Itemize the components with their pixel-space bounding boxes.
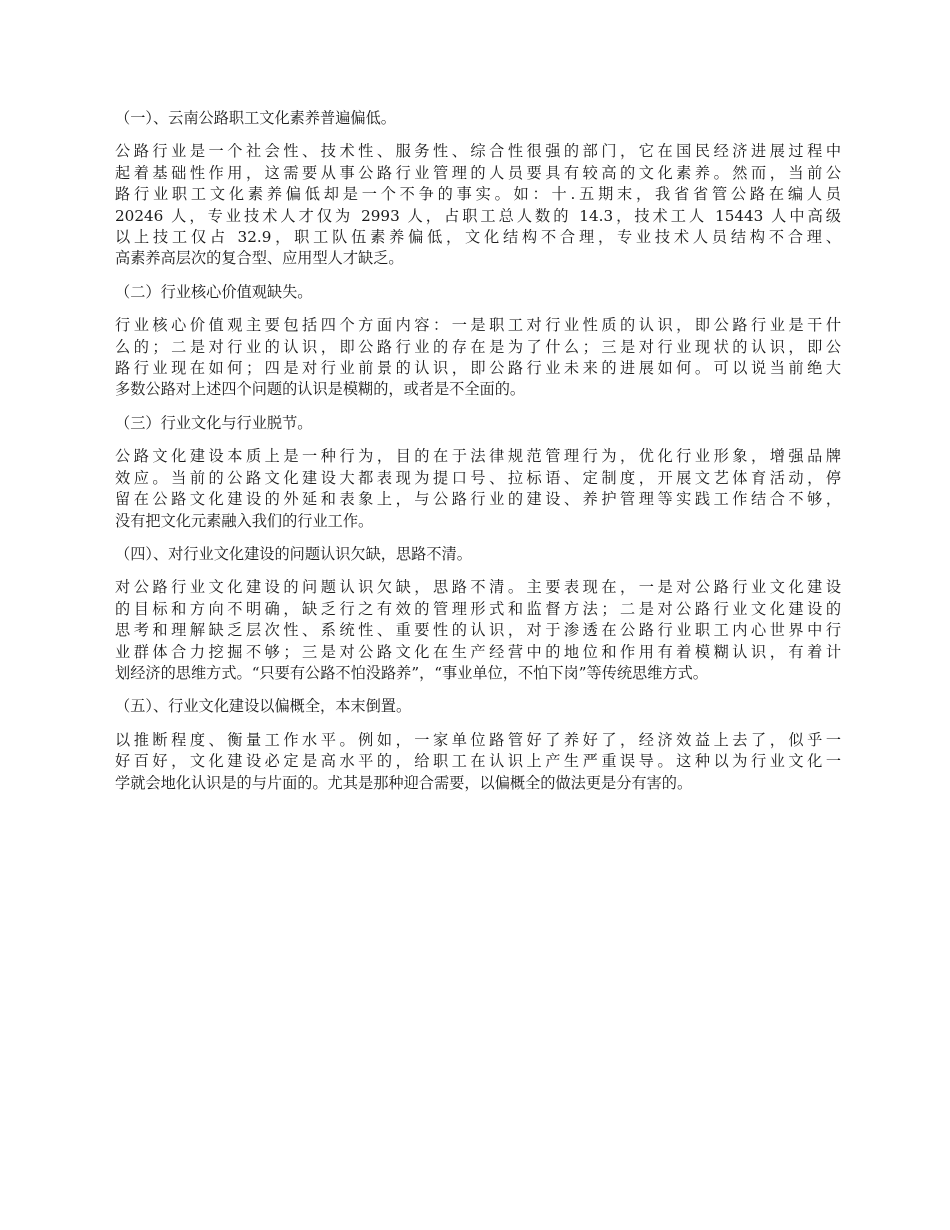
section-heading-5: （五）、行业文化建设以偏概全，本末倒置。: [115, 697, 412, 716]
paragraph-line: 起着基础性作用，这需要从事公路行业管理的人员要具有较高的文化素养。然而，当前公: [115, 163, 841, 182]
paragraph-line: 多数公路对上述四个问题的认识是模糊的，或者是不全面的。: [115, 380, 526, 399]
paragraph-line: 留在公路文化建设的外延和表象上，与公路行业的建设、养护管理等实践工作结合不够，: [115, 490, 841, 509]
paragraph-line: 没有把文化元素融入我们的行业工作。: [115, 511, 374, 530]
paragraph-line: 对公路行业文化建设的问题认识欠缺，思路不清。主要表现在，一是对公路行业文化建设: [115, 578, 841, 597]
paragraph-line: 行业核心价值观主要包括四个方面内容：一是职工对行业性质的认识，即公路行业是干什: [115, 316, 841, 335]
section-paragraph-4: [115, 577, 841, 684]
paragraph-line: 好百好，文化建设必定是高水平的，给职工在认识上产生严重误导。这种以为行业文化一: [115, 752, 841, 771]
document-body: [115, 108, 841, 806]
paragraph-line: 以推断程度、衡量工作水平。例如，一家单位路管好了养好了，经济效益上去了，似乎一: [115, 730, 841, 749]
paragraph-line: 以上技工仅占 32.9，职工队伍素养偏低，文化结构不合理，专业技术人员结构不合理、: [115, 228, 841, 247]
section-heading-4: （四）、对行业文化建设的问题认识欠缺，思路不清。: [115, 544, 472, 563]
paragraph-line: 划经济的思维方式。“只要有公路不怕没路养”，“事业单位，不怕下岗”等传统思维方式。: [115, 663, 708, 682]
paragraph-line: 的目标和方向不明确，缺乏行之有效的管理形式和监督方法；二是对公路行业文化建设的: [115, 599, 841, 618]
paragraph-line: 效应。当前的公路文化建设大都表现为提口号、拉标语、定制度，开展文艺体育活动，停: [115, 468, 841, 487]
paragraph-line: 路行业现在如何；四是对行业前景的认识，即公路行业未来的进展如何。可以说当前绝大: [115, 359, 841, 378]
paragraph-line: 么的；二是对行业的认识，即公路行业的存在是为了什么；三是对行业现状的认识，即公: [115, 337, 841, 356]
paragraph-line: 公路行业是一个社会性、技术性、服务性、综合性很强的部门，它在国民经济进展过程中: [115, 142, 841, 161]
paragraph-line: 20246 人，专业技术人才仅为 2993 人，占职工总人数的 14.3，技术工人 15443 人中高级: [115, 206, 841, 225]
paragraph-line: 学就会地化认识是的与片面的。尤其是那种迎合需要，以偏概全的做法更是分有害的。: [115, 773, 693, 792]
section-paragraph-5: [115, 730, 841, 794]
section-paragraph-1: [115, 141, 841, 269]
paragraph-line: 高素养高层次的复合型、应用型人才缺乏。: [115, 249, 404, 268]
section-heading-2: （二）行业核心价值观缺失。: [115, 282, 313, 301]
paragraph-line: 业群体合力挖掘不够；三是对公路文化在生产经营中的地位和作用有着模糊认识，有着计: [115, 642, 841, 661]
section-heading-1: （一）、云南公路职工文化素养普遍偏低。: [115, 109, 396, 127]
section-paragraph-2: [115, 315, 841, 401]
section-paragraph-3: [115, 446, 841, 532]
paragraph-line: 思考和理解缺乏层次性、系统性、重要性的认识，对于渗透在公路行业职工内心世界中行: [115, 621, 841, 640]
section-heading-3: （三）行业文化与行业脱节。: [115, 413, 313, 432]
paragraph-line: 公路文化建设本质上是一种行为，目的在于法律规范管理行为，优化行业形象，增强品牌: [115, 447, 841, 466]
paragraph-line: 路行业职工文化素养偏低却是一个不争的事实。如：十.五期末，我省省管公路在编人员: [115, 185, 841, 204]
